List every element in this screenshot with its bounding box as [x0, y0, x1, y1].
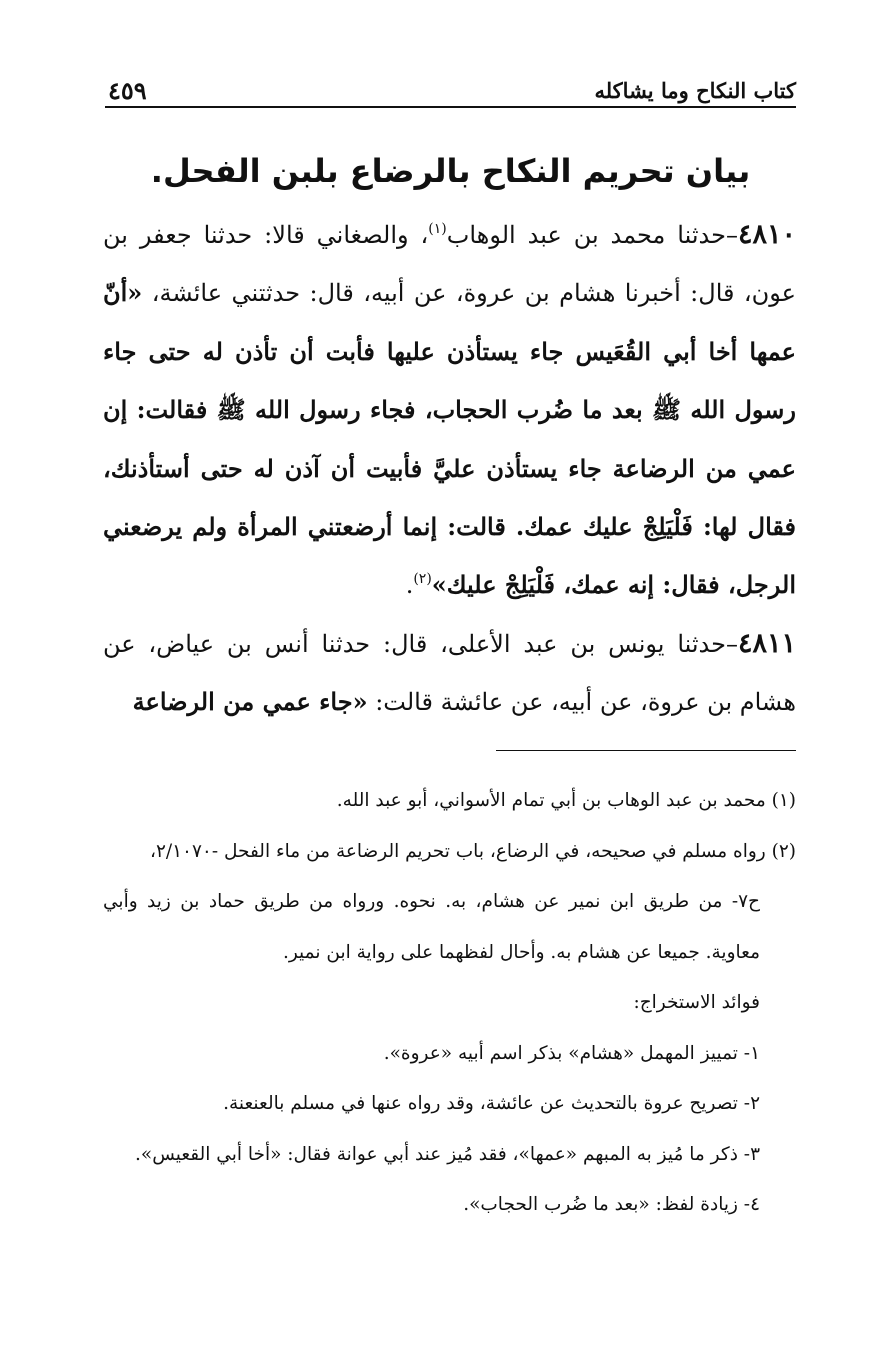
hadith-matn: «جاء عمي من الرضاعة [132, 687, 368, 717]
chapter-title: بيان تحريم النكاح بالرضاع بلبن الفحل. [150, 152, 751, 190]
benefit-item: ٤- زيادة لفظ: «بعد ما ضُرب الحجاب». [463, 1194, 760, 1215]
hadith-number: ٤٨١١ [737, 627, 796, 659]
hadith-isnad: –حدثنا محمد بن عبد الوهاب [446, 221, 738, 249]
hadith-matn: «أنّ عمها أخا أبي القُعَيس جاء يستأذن عليها فأبت أن تأذن له حتى جاء رسول الله ﷺ بعد ما ضُرب الحجاب، فجاء رسول الله ﷺ فقالت: إن عمي من الرضاعة جاء يستأذن عليَّ فأبيت أن آذن له حتى أستأذنك، فقال لها: فَلْيَلِجْ عليك عمك. قالت: إنما أرضعتني المرأة ولم يرضعني الرجل، فقال: إنه عمك، فَلْيَلِجْ عليك» [103, 278, 796, 600]
running-header [108, 72, 796, 106]
hadith-isnad-cont: ، والصغاني قالا: حدثنا جعفر بن عون، قال: أخبرنا هشام بن عروة، عن أبيه، قال: حدثتني عائشة، [103, 221, 796, 308]
footnote-2-first-line: (٢) رواه مسلم في صحيحه، في الرضاع، باب تحريم الرضاعة من ماء الفحل -٢/١٠٧٠، [149, 840, 796, 862]
footnote-ref-1[interactable]: (١) [428, 221, 447, 237]
header-rule [105, 106, 796, 108]
hadith-4810 [103, 206, 796, 615]
footnote-rule [496, 750, 796, 751]
benefit-item: ٢- تصريح عروة بالتحديث عن عائشة، وقد رواه عنها في مسلم بالعنعنة. [223, 1093, 760, 1114]
page-number: ٤٥٩ [108, 76, 147, 105]
benefit-item: ٣- ذكر ما مُيز به المبهم «عمها»، فقد مُيز عند أبي عوانة فقال: «أخا أبي القعيس». [135, 1143, 760, 1165]
benefit-item: ١- تمييز المهمل «هشام» بذكر اسم أبيه «عروة». [383, 1042, 760, 1064]
main-text [103, 206, 796, 732]
benefits-title: فوائد الاستخراج: [633, 992, 760, 1013]
running-title: كتاب النكاح وما يشاكله [594, 78, 796, 103]
footnote-2-continuation: ح٧- من طريق ابن نمير عن هشام، به. نحوه. ورواه من طريق حماد بن زيد وأبي معاوية. جميعا عن هشام به. وأحال لفظهما على رواية ابن نمير. [103, 891, 760, 963]
hadith-4811 [103, 615, 796, 732]
hadith-end: . [405, 571, 414, 600]
hadith-isnad: –حدثنا يونس بن عبد الأعلى، قال: حدثنا أنس بن عياض، عن هشام بن عروة، عن أبيه، عن عائشة قالت: [103, 629, 796, 717]
footnote-1: (١) محمد بن عبد الوهاب بن أبي تمام الأسواني، أبو عبد الله. [336, 790, 796, 811]
footnote-ref-2[interactable]: (٢) [413, 571, 432, 588]
hadith-number: ٤٨١٠ [737, 219, 796, 250]
footnotes [103, 776, 796, 1231]
